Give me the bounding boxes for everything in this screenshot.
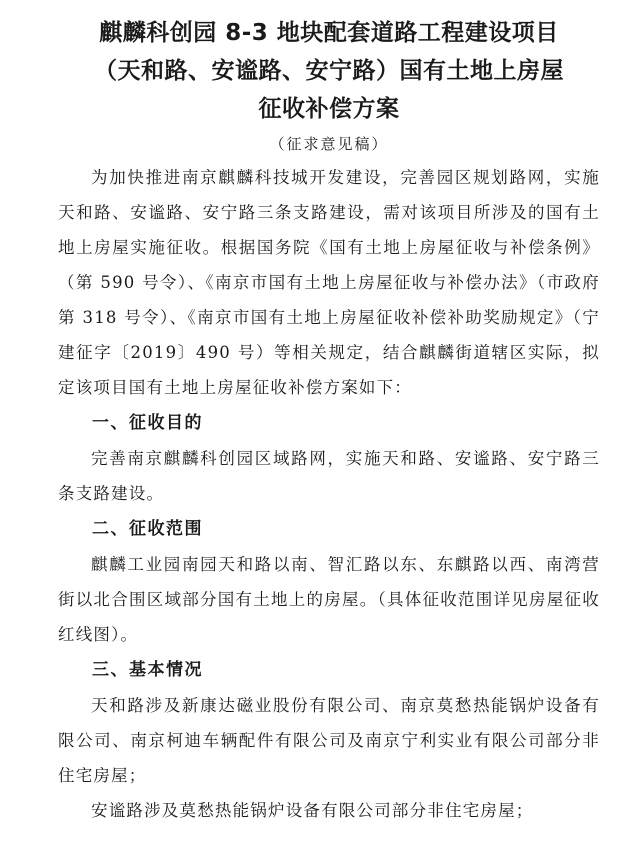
document-title	[38, 14, 620, 128]
section-heading-scope: 二、征收范围	[92, 519, 203, 539]
intro-paragraph: 为加快推进南京麒麟科技城开发建设，完善园区规划路网，实施天和路、安谧路、安宁路三条支路建设，需对该项目所涉及的国有土地上房屋实施征收。根据国务院《国有土地上房屋征收与补偿条例》（第 590 号令）、《南京市国有土地上房屋征收与补偿办法》（市政府第 318 号令）、《南京市国有土地上房屋征收补偿补助奖励规定》（宁建征字〔2019〕490 号）等相关规定，结合麒麟街道辖区实际，拟定该项目国有土地上房屋征收补偿方案如下：	[58, 168, 600, 397]
section-basic-info-paragraph-2: 安谧路涉及莫愁热能锅炉设备有限公司部分非住宅房屋；	[91, 801, 534, 820]
title-line-3: 征收补偿方案	[258, 96, 400, 122]
section-purpose-paragraph: 完善南京麒麟科创园区域路网，实施天和路、安谧路、安宁路三条支路建设。	[58, 449, 600, 503]
section-scope-paragraph: 麒麟工业园南园天和路以南、智汇路以东、东麒路以西、南湾营街以北合围区域部分国有土地上的房屋。（具体征收范围详见房屋征收红线图）。	[58, 555, 600, 644]
section-basic-info-paragraph-1: 天和路涉及新康达磁业股份有限公司、南京莫愁热能锅炉设备有限公司、南京柯迪车辆配件有限公司及南京宁利实业有限公司部分非住宅房屋；	[58, 696, 600, 785]
title-line-1: 麒麟科创园 8-3 地块配套道路工程建设项目	[99, 20, 559, 46]
section-heading-basic-info: 三、基本情况	[92, 660, 203, 680]
section-heading-purpose: 一、征收目的	[92, 413, 203, 433]
document-subtitle: （征求意见稿）	[269, 135, 389, 153]
title-line-2: （天和路、安谧路、安宁路）国有土地上房屋	[94, 58, 564, 84]
